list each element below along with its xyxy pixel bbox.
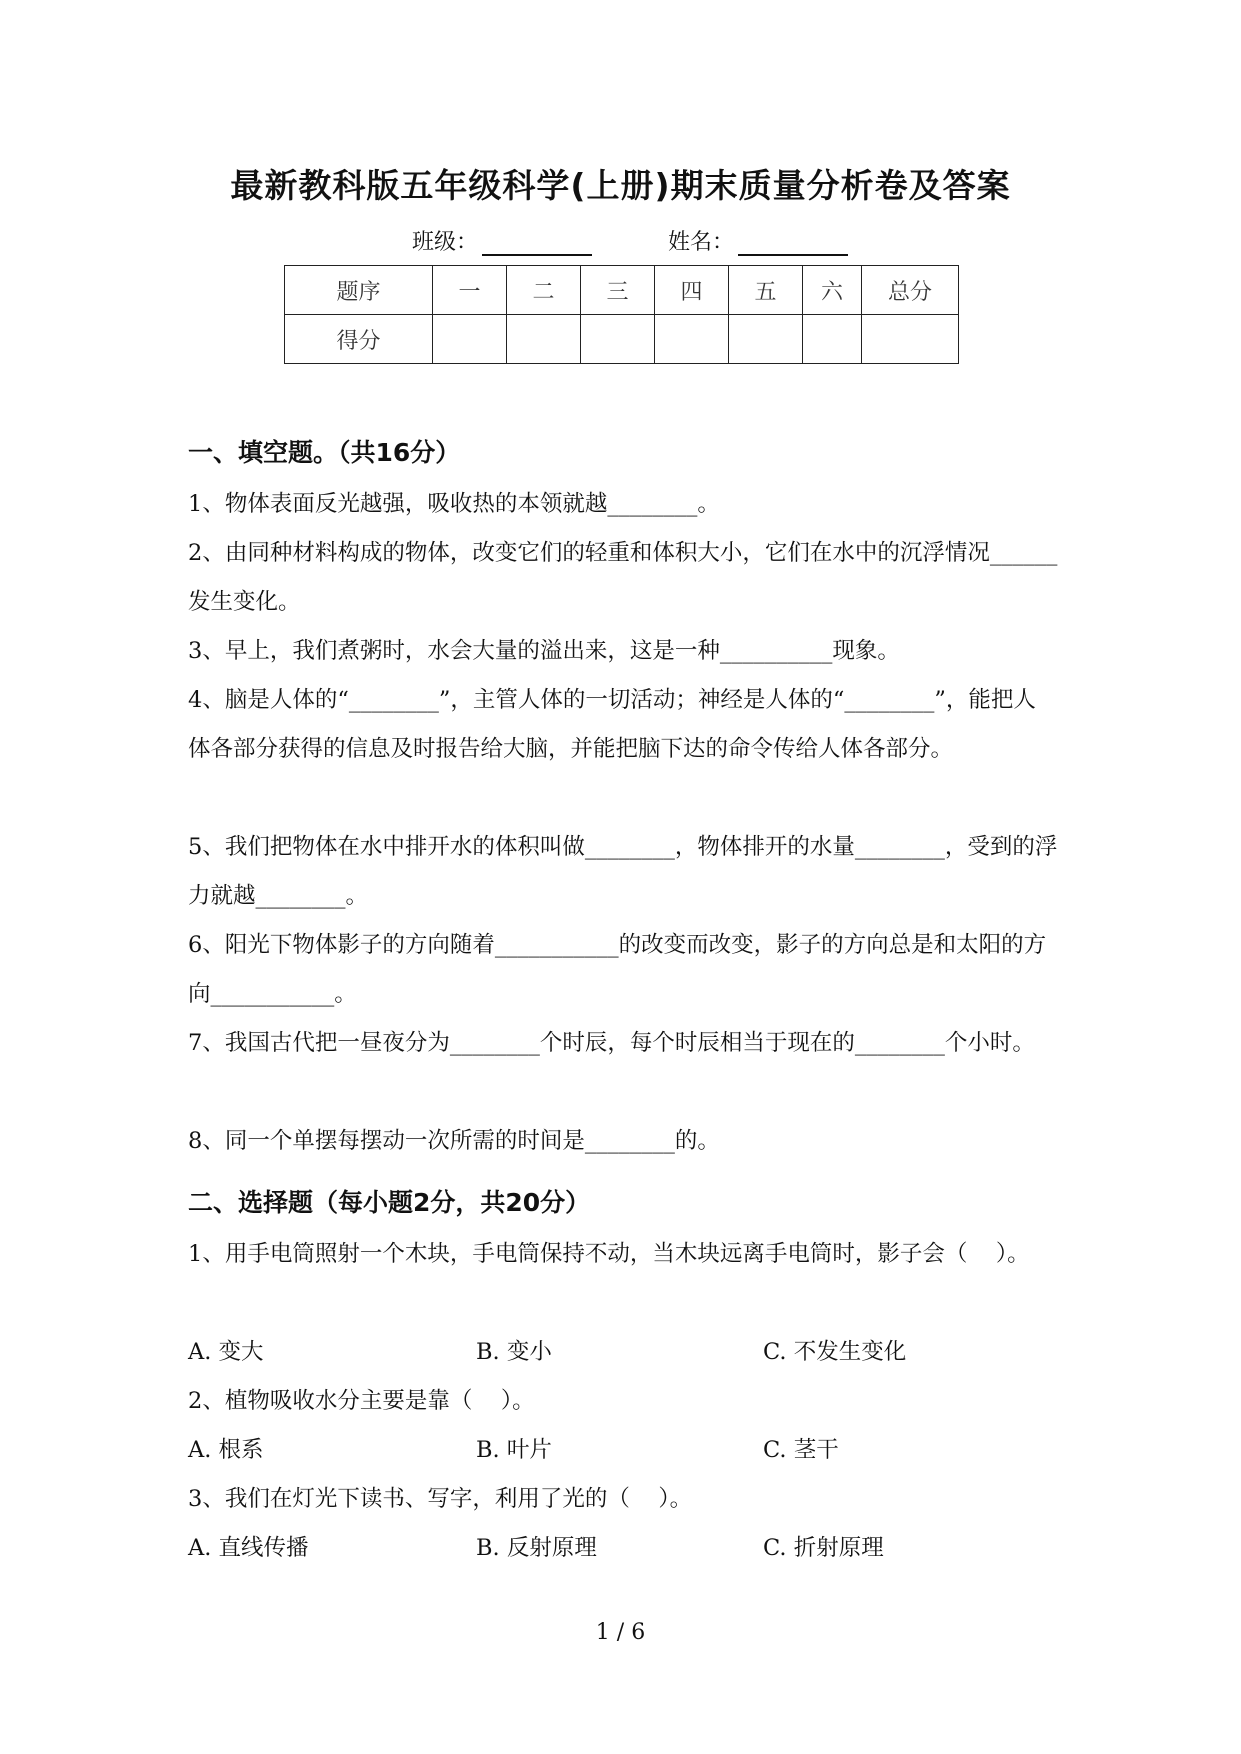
score-table-score-row: [285, 315, 959, 364]
question-text: 7、我国古代把一昼夜分为________个时辰，每个时辰相当于现在的________个小时。: [188, 1030, 1035, 1056]
class-field: [412, 225, 592, 256]
score-cell[interactable]: [729, 315, 803, 364]
question-text: 6、阳光下物体影子的方向随着___________的改变而改变，影子的方向总是和太阳的方向___________。: [188, 932, 1047, 1007]
table-cell: 一: [433, 266, 507, 315]
section-heading-fill-in: 一、填空题。（共16分）: [188, 438, 461, 467]
option-a[interactable]: A. 根系: [188, 1437, 264, 1463]
table-cell: 三: [581, 266, 655, 315]
class-label: 班级：: [412, 230, 479, 255]
question-text: 1、物体表面反光越强，吸收热的本领就越________。: [188, 491, 720, 517]
page-title: 最新教科版五年级科学(上册)期末质量分析卷及答案: [230, 166, 1011, 205]
table-cell: 得分: [285, 315, 433, 364]
option-c[interactable]: C. 不发生变化: [763, 1339, 907, 1365]
table-cell: 二: [507, 266, 581, 315]
question-text: 1、用手电筒照射一个木块，手电筒保持不动，当木块远离手电筒时，影子会（ ）。: [188, 1241, 1030, 1267]
table-cell: 四: [655, 266, 729, 315]
table-cell: 六: [803, 266, 862, 315]
name-label: 姓名：: [668, 230, 735, 255]
option-c[interactable]: C. 折射原理: [763, 1535, 884, 1561]
option-b[interactable]: B. 反射原理: [476, 1535, 597, 1561]
question-text: 8、同一个单摆每摆动一次所需的时间是________的。: [188, 1128, 720, 1154]
score-cell[interactable]: [507, 315, 581, 364]
table-cell: 总分: [862, 266, 959, 315]
name-field: [668, 225, 848, 256]
question-text: 4、脑是人体的“________”，主管人体的一切活动；神经是人体的“________”，能把人体各部分获得的信息及时报告给大脑，并能把脑下达的命令传给人体各部分。: [188, 687, 1036, 762]
score-table: [284, 265, 959, 364]
score-cell[interactable]: [581, 315, 655, 364]
table-cell: 题序: [285, 266, 433, 315]
question-text: 5、我们把物体在水中排开水的体积叫做________，物体排开的水量________，受到的浮力就越________。: [188, 834, 1058, 909]
score-cell[interactable]: [433, 315, 507, 364]
name-blank[interactable]: [738, 228, 848, 256]
score-cell[interactable]: [862, 315, 959, 364]
class-blank[interactable]: [482, 228, 592, 256]
score-cell[interactable]: [803, 315, 862, 364]
option-a[interactable]: A. 变大: [188, 1339, 264, 1365]
student-info: [412, 225, 848, 256]
question-text: 2、植物吸收水分主要是靠（ ）。: [188, 1388, 535, 1414]
score-table-header-row: [285, 266, 959, 315]
question-text: 3、我们在灯光下读书、写字，利用了光的（ ）。: [188, 1486, 693, 1512]
option-b[interactable]: B. 变小: [476, 1339, 552, 1365]
section-heading-multiple-choice: 二、选择题（每小题2分，共20分）: [188, 1188, 591, 1217]
option-b[interactable]: B. 叶片: [476, 1437, 552, 1463]
option-c[interactable]: C. 茎干: [763, 1437, 839, 1463]
option-a[interactable]: A. 直线传播: [188, 1535, 309, 1561]
question-text: 2、由同种材料构成的物体，改变它们的轻重和体积大小，它们在水中的沉浮情况______发生变化。: [188, 540, 1058, 615]
question-text: 3、早上，我们煮粥时，水会大量的溢出来，这是一种__________现象。: [188, 638, 900, 664]
page-number: 1 / 6: [595, 1620, 646, 1645]
score-cell[interactable]: [655, 315, 729, 364]
table-cell: 五: [729, 266, 803, 315]
